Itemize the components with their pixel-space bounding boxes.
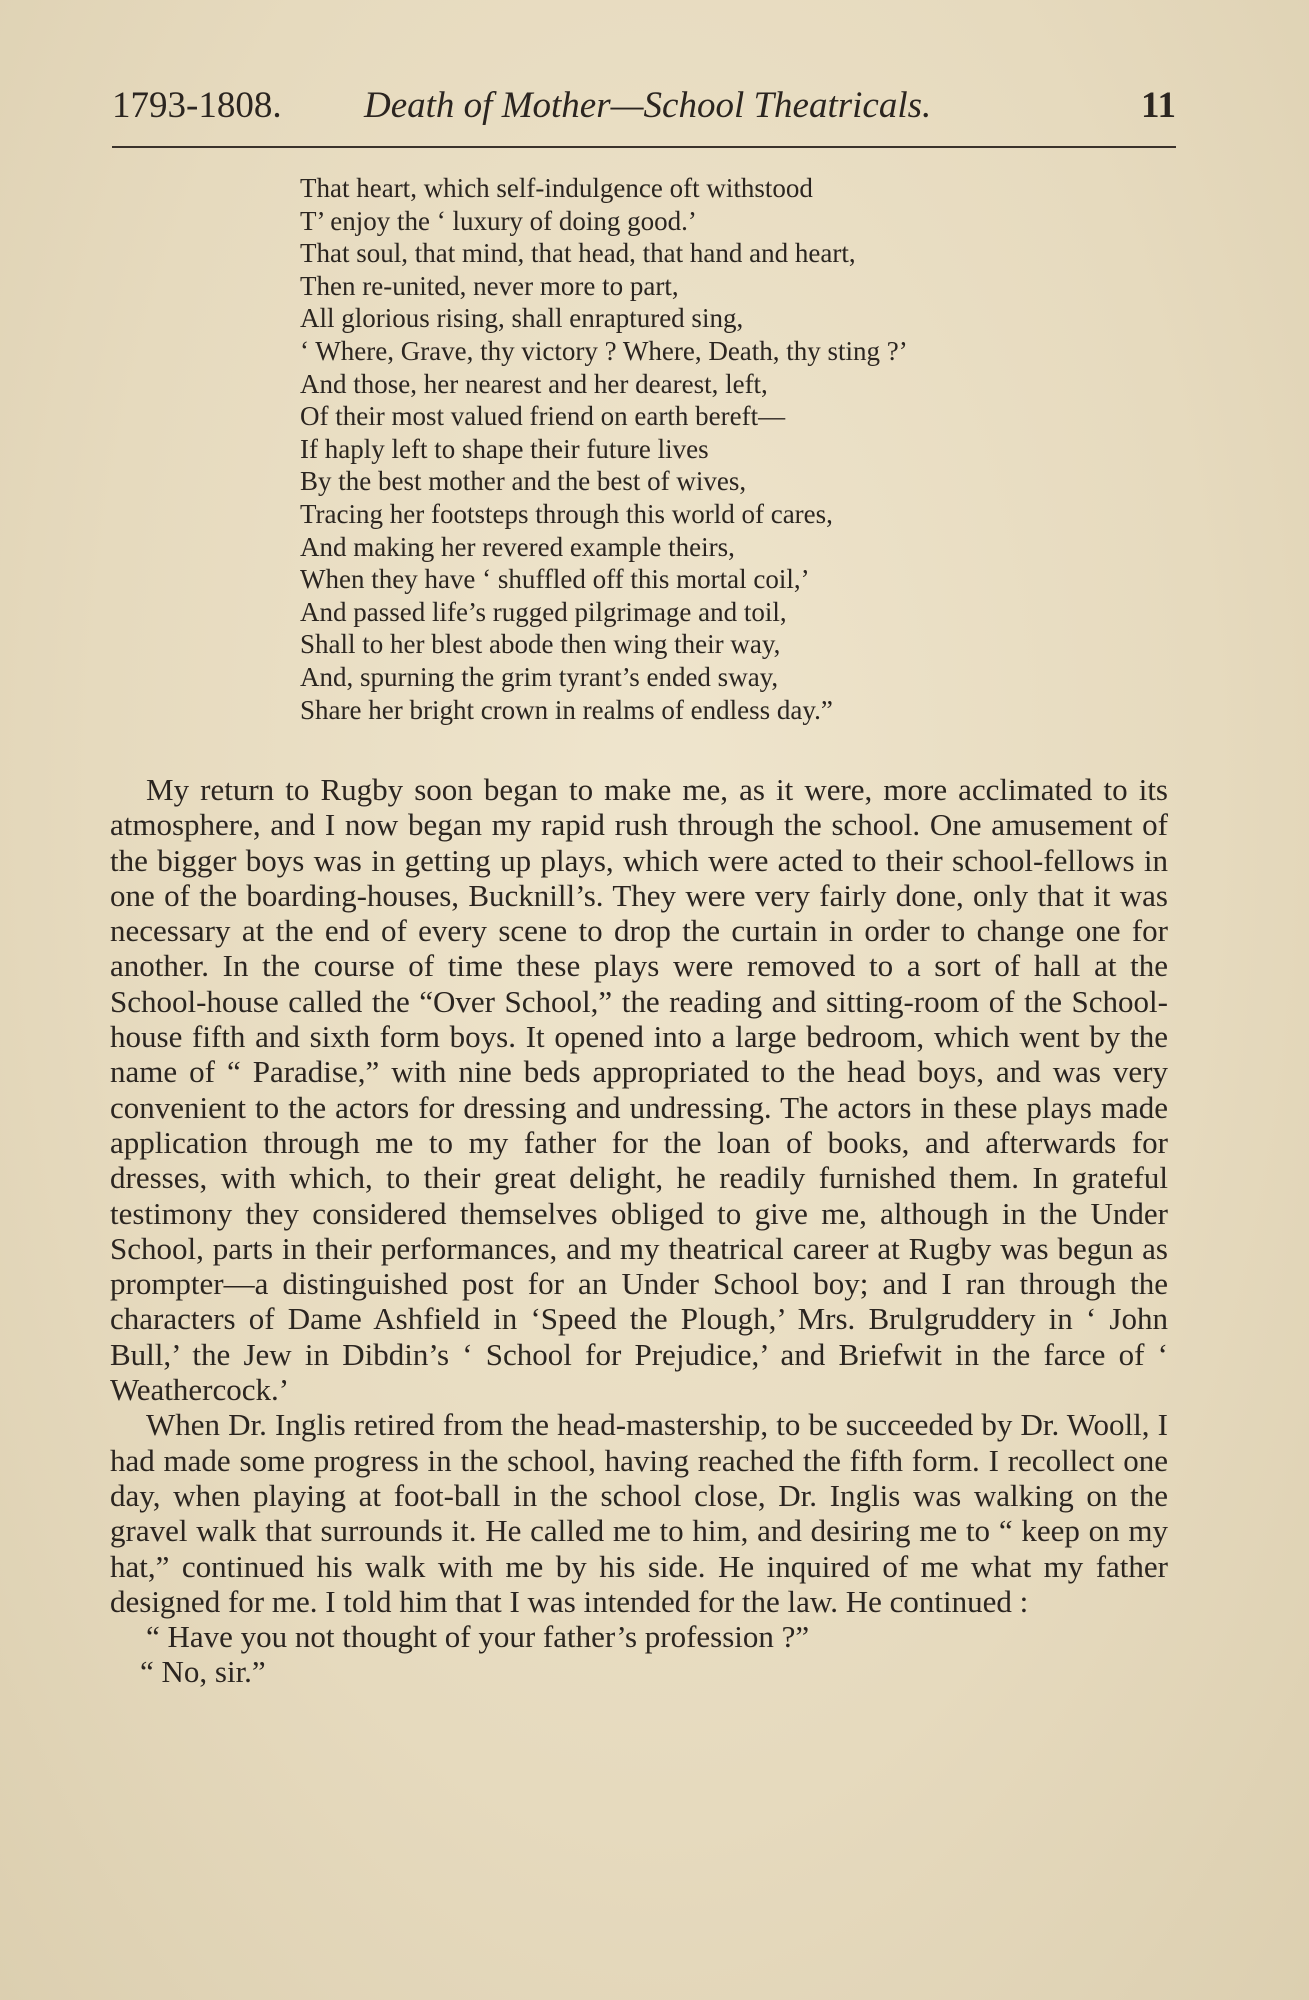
poem-line: T’ enjoy the ‘ luxury of doing good.’	[300, 205, 697, 236]
poem	[300, 172, 1100, 726]
poem-line: All glorious rising, shall enraptured sing,	[300, 303, 744, 334]
poem-line: Then re-united, never more to part,	[300, 270, 679, 301]
page-number: 11	[1141, 85, 1176, 126]
paragraph: When Dr. Inglis retired from the head-mastership, to be succeeded by Dr. Wooll, I had made some progress in the school, having reached the fifth form. I recollect one day, when playing at foot-ball in the school close, Dr. Inglis was walking on the gravel walk that surrounds it. He called me to him, and desiring me to “ keep on my hat,” continued his walk with me by his side. He inquired of me what my father designed for me. I told him that I was intended for the law. He continued :	[110, 1407, 1168, 1619]
header-title: Death of Mother—School Theatricals.	[364, 85, 932, 126]
header-years: 1793-1808.	[112, 85, 282, 126]
poem-line: If haply left to shape their future lives	[300, 433, 709, 464]
poem-line: Share her bright crown in realms of endless day.”	[300, 694, 833, 725]
running-header	[112, 84, 1176, 134]
poem-line: ‘ Where, Grave, thy victory ? Where, Death, thy sting ?’	[300, 335, 908, 366]
poem-line: Of their most valued friend on earth bereft—	[300, 401, 786, 432]
poem-line: And making her revered example theirs,	[300, 531, 735, 562]
poem-line: Shall to her blest abode then wing their way,	[300, 629, 781, 660]
poem-line: By the best mother and the best of wives,	[300, 466, 747, 497]
poem-line: When they have ‘ shuffled off this mortal coil,’	[300, 564, 810, 595]
poem-line: And passed life’s rugged pilgrimage and toil,	[300, 596, 787, 627]
poem-line: And those, her nearest and her dearest, left,	[300, 368, 768, 399]
header-rule	[112, 146, 1176, 148]
poem-line: Tracing her footsteps through this world of cares,	[300, 498, 833, 529]
dialogue-line: “ No, sir.”	[140, 1654, 266, 1690]
paragraph: My return to Rugby soon began to make me, as it were, more acclimated to its atmosphere, and I now began my rapid rush through the school. One amusement of the bigger boys was in getting up plays, which were acted to their school-fellows in one of the boarding-houses, Bucknill’s. They were very fairly done, only that it was necessary at the end of every scene to drop the curtain in order to change one for another. In the course of time these plays were removed to a sort of hall at the School-house called the “Over School,” the reading and sitting-room of the School-house fifth and sixth form boys. It opened into a large bedroom, which went by the name of “ Paradise,” with nine beds appropriated to the head boys, and was very convenient to the actors for dressing and undressing. The actors in these plays made application through me to my father for the loan of books, and afterwards for dresses, with which, to their great delight, he readily furnished them. In grateful testimony they considered themselves obliged to give me, although in the Under School, parts in their performances, and my theatrical career at Rugby was begun as prompter—a distinguished post for an Under School boy; and I ran through the characters of Dame Ashfield in ‘Speed the Plough,’ Mrs. Brulgruddery in ‘ John Bull,’ the Jew in Dibdin’s ‘ School for Prejudice,’ and Briefwit in the farce of ‘ Weathercock.’	[110, 772, 1168, 1408]
poem-line: That soul, that mind, that head, that hand and heart,	[300, 238, 856, 269]
poem-line: And, spurning the grim tyrant’s ended sway,	[300, 661, 779, 692]
poem-line: That heart, which self-indulgence oft withstood	[300, 173, 813, 203]
body-text	[110, 772, 1168, 1690]
dialogue-line: “ Have you not thought of your father’s profession ?”	[146, 1619, 810, 1655]
